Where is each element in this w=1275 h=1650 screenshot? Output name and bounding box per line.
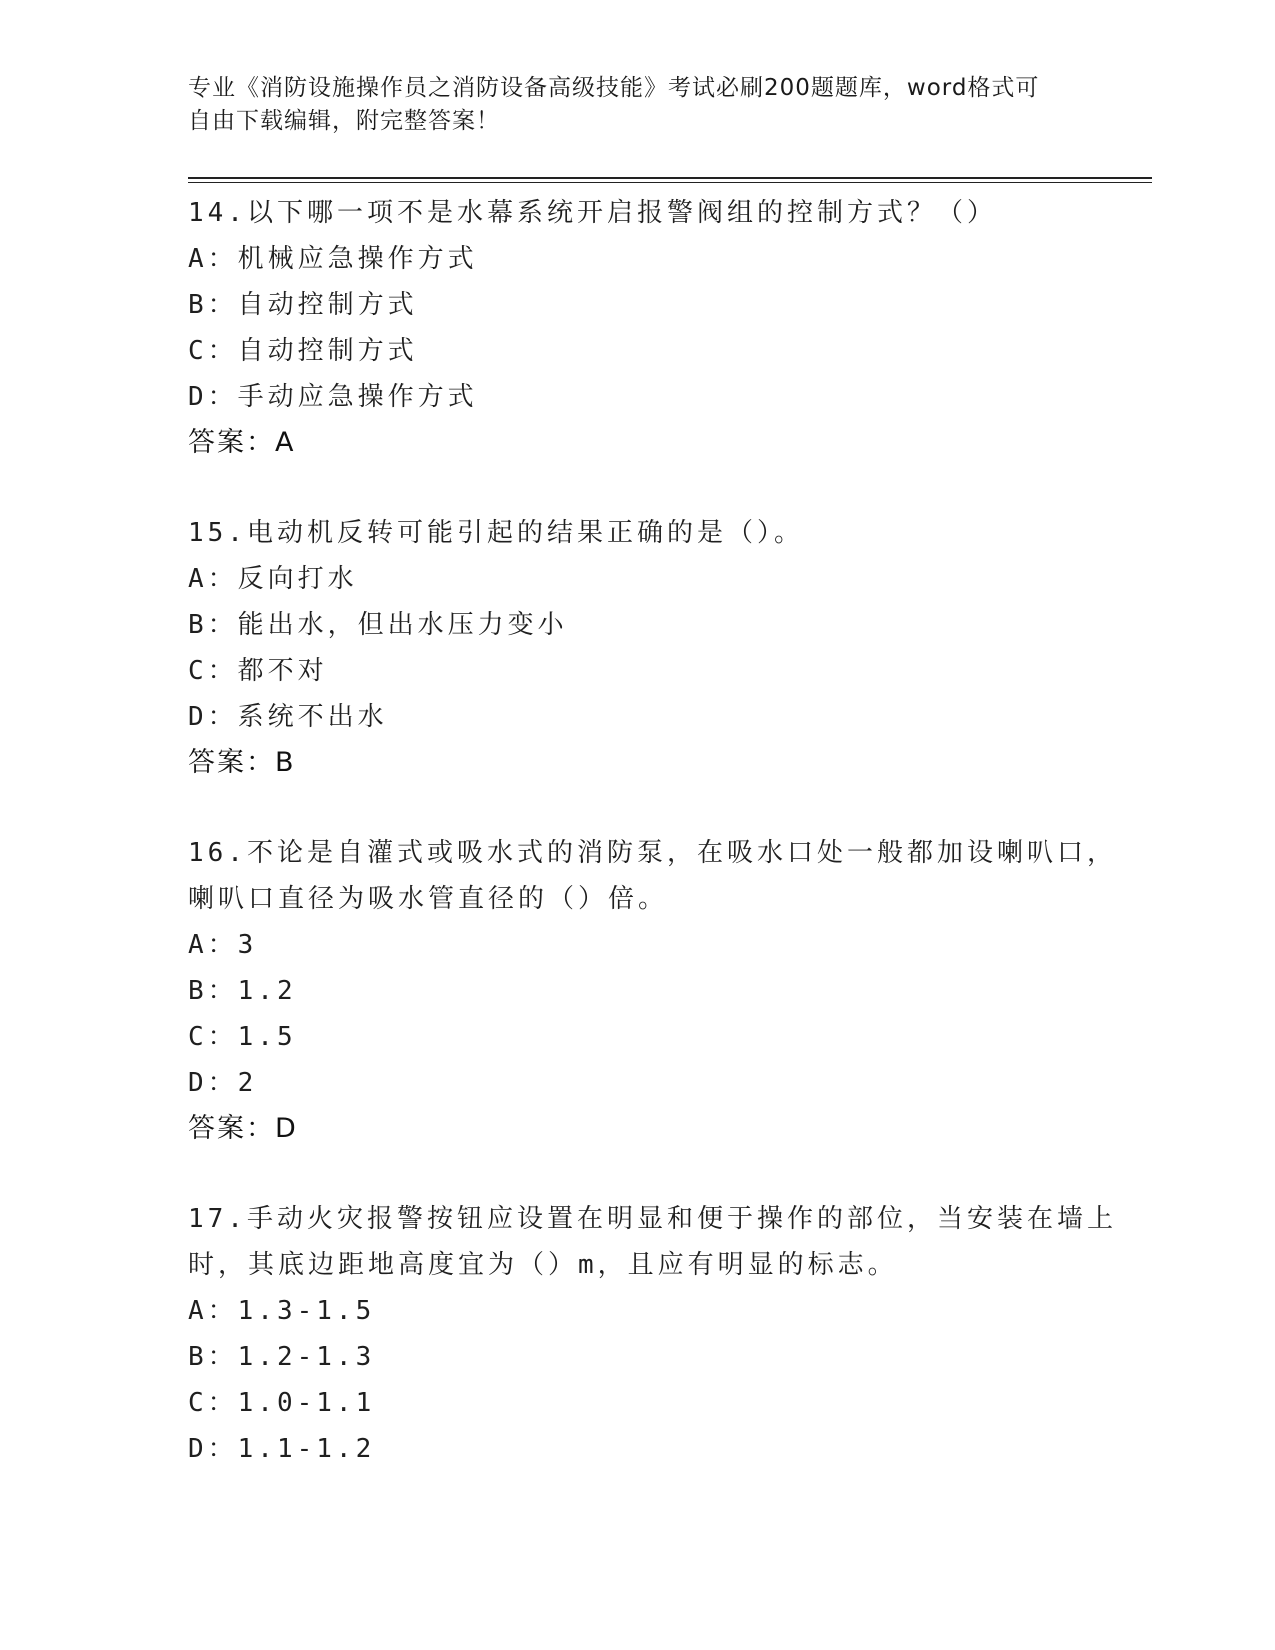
question-15: [188, 510, 1088, 786]
question-stem-line-1: 17.手动火灾报警按钮应设置在明显和便于操作的部位，当安装在墙上: [188, 1204, 1117, 1234]
option-a: A：3: [188, 930, 258, 960]
option-a: A：反向打水: [188, 564, 358, 594]
option-b: B：1.2-1.3: [188, 1342, 376, 1372]
document-header: [188, 72, 1088, 138]
question-stem: 14.以下哪一项不是水幕系统开启报警阀组的控制方式？（）: [188, 198, 997, 228]
answer-line: 答案：B: [188, 747, 296, 778]
option-c: C：1.5: [188, 1022, 297, 1052]
option-c: C：自动控制方式: [188, 336, 418, 366]
option-d: D：1.1-1.2: [188, 1434, 376, 1464]
option-c: C：1.0-1.1: [188, 1388, 376, 1418]
question-14: [188, 190, 1088, 466]
answer-line: 答案：A: [188, 427, 296, 458]
question-stem: 15.电动机反转可能引起的结果正确的是（）。: [188, 518, 804, 548]
header-rule-thin: [188, 182, 1152, 183]
header-line-1: 专业《消防设施操作员之消防设备高级技能》考试必刷200题题库，word格式可: [188, 75, 1040, 101]
option-b: B：1.2: [188, 976, 297, 1006]
option-d: D：系统不出水: [188, 702, 388, 732]
option-d: D：2: [188, 1068, 258, 1098]
option-a: A：1.3-1.5: [188, 1296, 376, 1326]
option-c: C：都不对: [188, 656, 328, 686]
question-list: [188, 190, 1117, 1472]
header-line-2: 自由下载编辑，附完整答案！: [188, 108, 500, 134]
option-b: B：自动控制方式: [188, 290, 418, 320]
question-stem-line-1: 16.不论是自灌式或吸水式的消防泵，在吸水口处一般都加设喇叭口，: [188, 838, 1117, 868]
option-a: A：机械应急操作方式: [188, 244, 478, 274]
answer-line: 答案：D: [188, 1113, 298, 1144]
option-d: D：手动应急操作方式: [188, 382, 478, 412]
option-b: B：能出水，但出水压力变小: [188, 610, 568, 640]
header-rule-thick: [188, 177, 1152, 179]
question-16: [188, 830, 1117, 1152]
question-17: [188, 1196, 1117, 1472]
question-stem-line-2: 喇叭口直径为吸水管直径的（）倍。: [188, 884, 669, 914]
question-stem-line-2: 时，其底边距地高度宜为（）m，且应有明显的标志。: [188, 1250, 898, 1280]
